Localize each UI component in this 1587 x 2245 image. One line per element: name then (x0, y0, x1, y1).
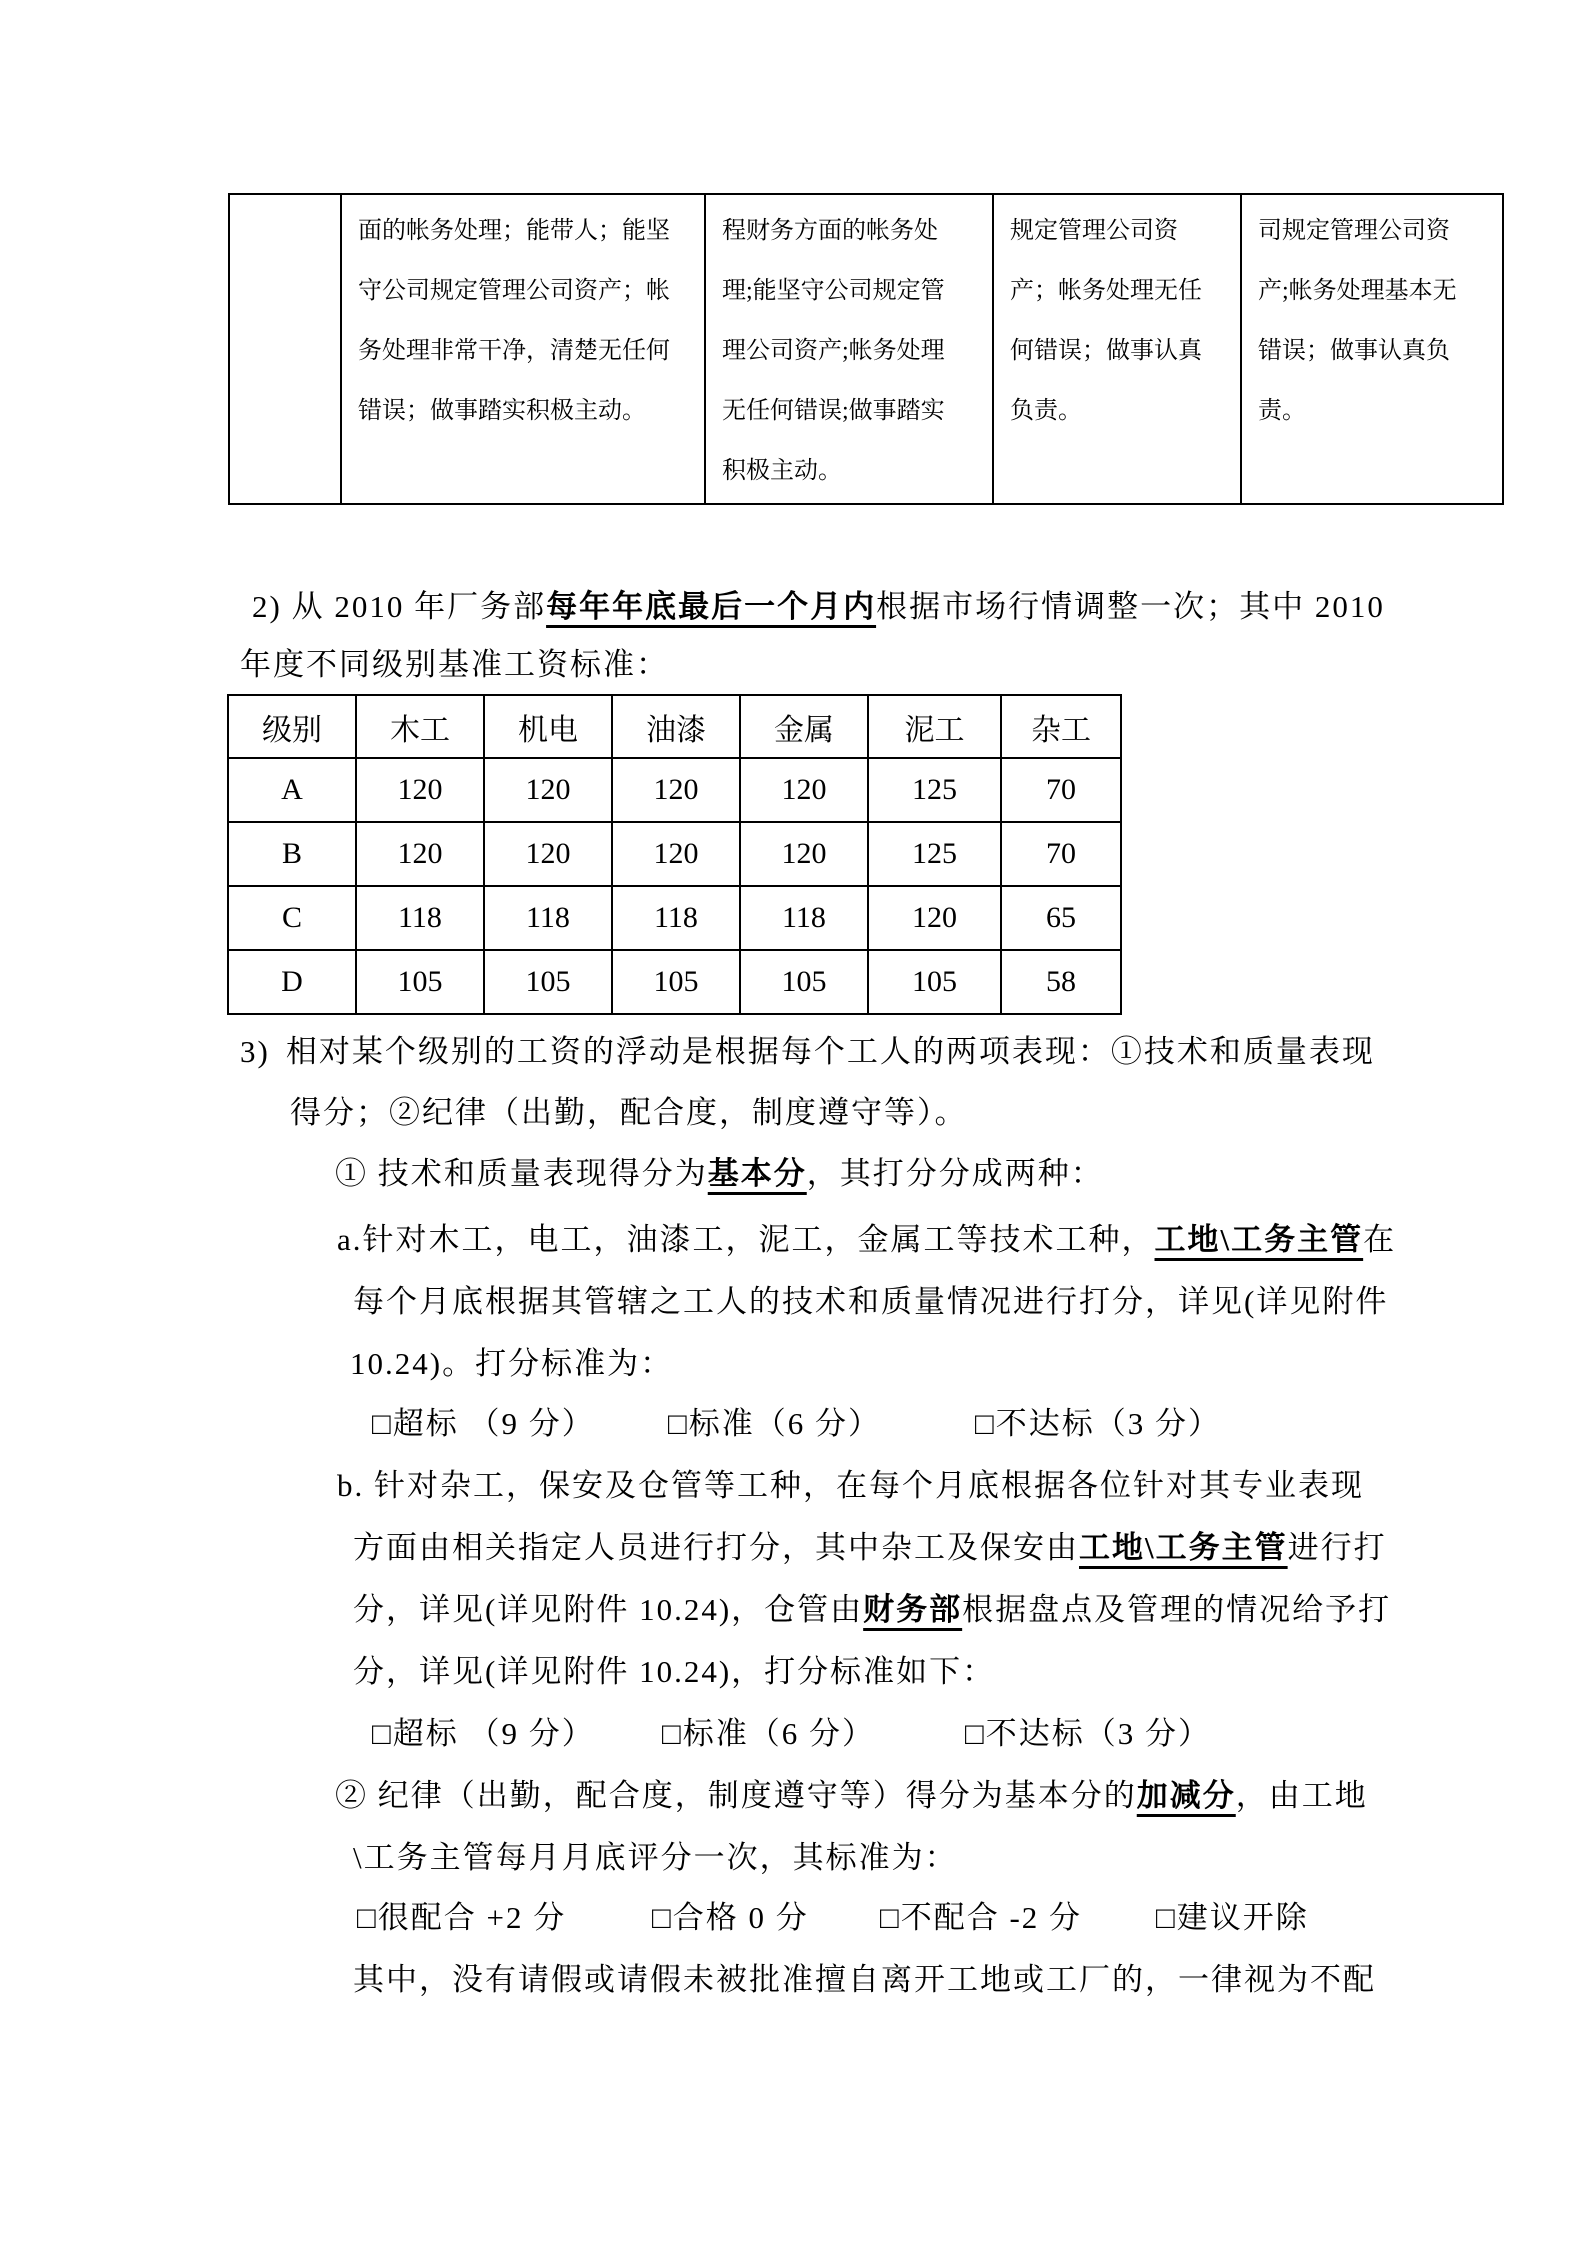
paragraph-3-line-1 (240, 1030, 1375, 1074)
table-cell-grade-desc-3 (993, 194, 1241, 504)
table-line: 面的帐务处理；能带人；能坚 (358, 218, 670, 244)
text-segment: ② 纪律（出勤，配合度，制度遵守等）得分为基本分的 (335, 1778, 1137, 1813)
checkbox-option-cooperative: □很配合 +2 分 (357, 1900, 567, 1935)
column-header: 金属 (740, 695, 868, 758)
checkbox-option-exceed: □超标 （9 分） (372, 1406, 595, 1441)
table-line: 何错误；做事认真 (1010, 338, 1202, 364)
score-options-line-2 (0, 1712, 1587, 1756)
sub-item-a-line-2: 每个月底根据其管辖之工人的技术和质量情况进行打分，详见(详见附件 (353, 1284, 1389, 1319)
table-cell: 58 (1001, 950, 1121, 1014)
checkbox-option-exceed: □超标 （9 分） (372, 1716, 595, 1751)
emphasized-text: 工地\工务主管 (1154, 1222, 1364, 1257)
table-cell: 105 (612, 950, 740, 1014)
emphasized-text: 每年年底最后一个月内 (546, 589, 877, 624)
table-cell: 105 (868, 950, 1001, 1014)
paragraph-2-line-2: 年度不同级别基准工资标准： (240, 647, 669, 682)
list-number: 3) (240, 1034, 270, 1069)
table-line: 产;帐务处理基本无 (1258, 278, 1457, 304)
table-line: 积极主动。 (722, 458, 842, 484)
text-segment: 进行打 (1287, 1530, 1387, 1565)
table-cell: 118 (612, 886, 740, 950)
score-options-line-1 (0, 1402, 1587, 1446)
table-line: 产；帐务处理无任 (1010, 278, 1202, 304)
checkbox-option-dismiss: □建议开除 (1156, 1900, 1309, 1935)
sub-item-b-line-3 (353, 1588, 1391, 1632)
row-label: A (228, 758, 356, 822)
table-cell: 120 (612, 822, 740, 886)
table-cell: 65 (1001, 886, 1121, 950)
table-line: 规定管理公司资 (1010, 218, 1178, 244)
checkbox-option-below: □不达标（3 分） (975, 1406, 1221, 1441)
text-segment: 方面由相关指定人员进行打分，其中杂工及保安由 (353, 1530, 1079, 1565)
text-segment: ，其打分分成两种： (806, 1156, 1104, 1191)
table-line: 负责。 (1010, 398, 1082, 424)
column-header: 油漆 (612, 695, 740, 758)
checkbox-option-standard: □标准（6 分） (668, 1406, 881, 1441)
column-header: 机电 (484, 695, 612, 758)
item-1-line (335, 1152, 1104, 1196)
emphasized-text: 基本分 (707, 1156, 807, 1191)
table-cell: 120 (740, 822, 868, 886)
table-cell: 125 (868, 758, 1001, 822)
table-line: 错误；做事踏实积极主动。 (358, 398, 646, 424)
table-row (228, 886, 1121, 950)
table-cell: 70 (1001, 822, 1121, 886)
table-cell: 120 (484, 758, 612, 822)
emphasized-text: 加减分 (1136, 1778, 1236, 1813)
table-cell: 105 (740, 950, 868, 1014)
table-cell: 118 (740, 886, 868, 950)
column-header: 级别 (228, 695, 356, 758)
table-cell: 125 (868, 822, 1001, 886)
emphasized-text: 工地\工务主管 (1079, 1530, 1288, 1565)
wage-standards-table (227, 694, 1122, 1015)
emphasized-text: 财务部 (863, 1592, 963, 1627)
table-line: 理;能坚守公司规定管 (722, 278, 945, 304)
table-cell: 118 (484, 886, 612, 950)
table-line: 司规定管理公司资 (1258, 218, 1450, 244)
sub-item-b-line-4: 分，详见(详见附件 10.24)，打分标准如下： (353, 1654, 996, 1689)
table-line: 理公司资产;帐务处理 (722, 338, 945, 364)
text-segment: ① 技术和质量表现得分为 (335, 1156, 708, 1191)
closing-line: 其中，没有请假或请假未被批准擅自离开工地或工厂的，一律视为不配 (353, 1962, 1376, 1997)
text-segment: 相对某个级别的工资的浮动是根据每个工人的两项表现：①技术和质量表现 (285, 1034, 1375, 1069)
text-segment: 根据盘点及管理的情况给予打 (962, 1592, 1392, 1627)
table-line: 程财务方面的帐务处 (722, 218, 938, 244)
table-cell-grade-desc-2 (705, 194, 993, 504)
table-cell: 118 (356, 886, 484, 950)
column-header: 木工 (356, 695, 484, 758)
table-line: 务处理非常干净，清楚无任何 (358, 338, 670, 364)
table-header-row (228, 695, 1121, 758)
table-cell: 120 (740, 758, 868, 822)
table-cell: 105 (484, 950, 612, 1014)
table-cell: 120 (484, 822, 612, 886)
row-label: B (228, 822, 356, 886)
table-row (229, 194, 1503, 504)
text-segment: ，由工地 (1235, 1778, 1368, 1813)
table-line: 无任何错误;做事踏实 (722, 398, 945, 424)
row-label: C (228, 886, 356, 950)
sub-item-a-line-3: 10.24)。打分标准为： (350, 1346, 674, 1381)
table-cell-grade-desc-4 (1241, 194, 1503, 504)
table-line: 责。 (1258, 398, 1306, 424)
text-segment: 分，详见(详见附件 10.24)，仓管由 (353, 1592, 864, 1627)
table-row (228, 822, 1121, 886)
column-header: 杂工 (1001, 695, 1121, 758)
table-cell: 120 (356, 822, 484, 886)
checkbox-option-below: □不达标（3 分） (965, 1716, 1211, 1751)
table-row (228, 758, 1121, 822)
checkbox-option-standard: □标准（6 分） (662, 1716, 875, 1751)
checkbox-option-uncooperative: □不配合 -2 分 (880, 1900, 1083, 1935)
item-2-line-1 (335, 1774, 1368, 1818)
column-header: 泥工 (868, 695, 1001, 758)
text-segment: a.针对木工，电工，油漆工，泥工，金属工等技术工种， (337, 1222, 1155, 1257)
paragraph-2-line-1 (252, 585, 1385, 629)
table-cell-grade-desc-1 (341, 194, 705, 504)
table-cell: 105 (356, 950, 484, 1014)
checkbox-option-pass: □合格 0 分 (652, 1900, 809, 1935)
table-cell: 120 (356, 758, 484, 822)
table-cell-empty (229, 194, 341, 504)
paragraph-3-line-2: 得分；②纪律（出勤，配合度，制度遵守等）。 (290, 1095, 968, 1130)
text-segment: 2) 从 2010 年厂务部 (252, 589, 547, 624)
table-line: 守公司规定管理公司资产；帐 (358, 278, 670, 304)
item-2-line-2: \工务主管每月月底评分一次，其标准为： (353, 1840, 958, 1875)
table-cell: 120 (612, 758, 740, 822)
text-segment: 在 (1363, 1222, 1397, 1257)
evaluation-table-continuation (228, 193, 1504, 505)
table-cell: 70 (1001, 758, 1121, 822)
table-cell: 120 (868, 886, 1001, 950)
discipline-options-line (0, 1896, 1587, 1940)
table-row (228, 950, 1121, 1014)
sub-item-b-line-1: b. 针对杂工，保安及仓管等工种，在每个月底根据各位针对其专业表现 (337, 1468, 1364, 1503)
sub-item-a-line-1 (337, 1218, 1396, 1262)
sub-item-b-line-2 (353, 1526, 1387, 1570)
text-segment: 根据市场行情调整一次；其中 2010 (876, 589, 1385, 624)
row-label: D (228, 950, 356, 1014)
table-line: 错误；做事认真负 (1258, 338, 1450, 364)
